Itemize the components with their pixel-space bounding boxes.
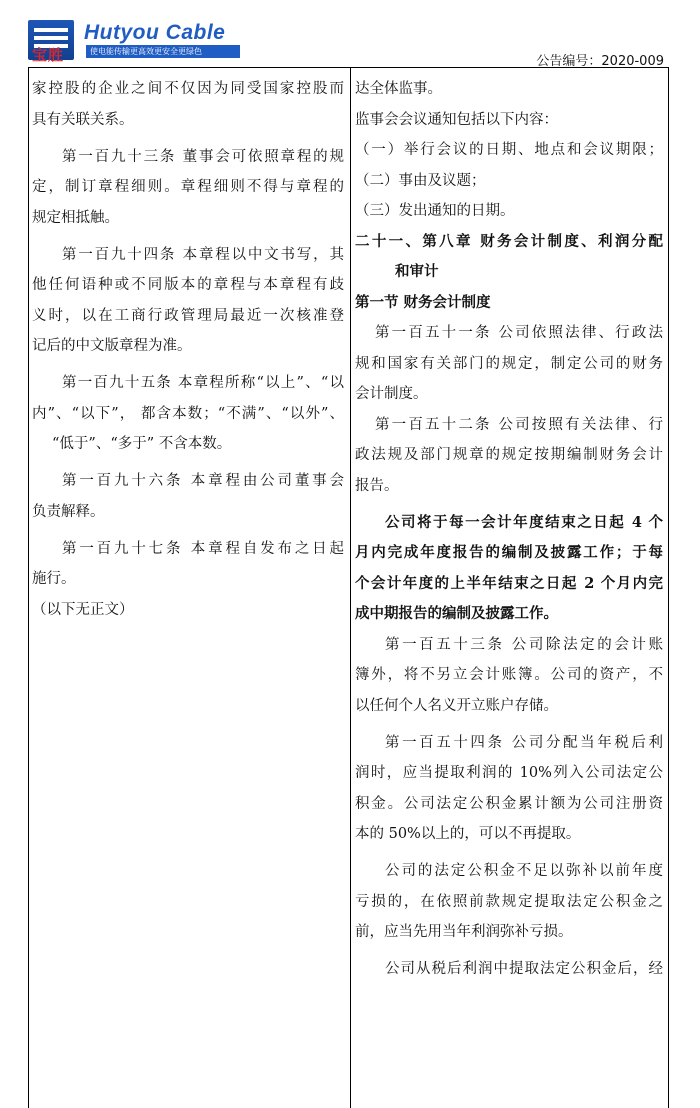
comparison-table (28, 67, 669, 1108)
logo-chinese-name: 宝胜 (32, 46, 65, 64)
text-line: 公司从税后利润中提取法定公积金后，经 (385, 961, 663, 977)
text-line: 成中期报告的编制及披露工作。 (355, 605, 558, 622)
text-line: 施行。 (32, 571, 76, 587)
text-line: （一）举行会议的日期、地点和会议期限； (355, 142, 663, 158)
text-line: 二十一、第八章 财务会计制度、利润分配 (355, 232, 663, 250)
logo-brand-name: Hutyou Cable (84, 21, 226, 44)
text-line: 报告。 (355, 477, 399, 494)
text-line: 第一百九十七条 本章程自发布之日起 (62, 540, 344, 557)
text-line: 第一节 财务会计制度 (355, 293, 491, 311)
text-line: 第一百九十四条 本章程以中文书写，其 (62, 246, 344, 263)
text-line: 簿外，将不另立会计账簿。公司的资产，不 (355, 667, 663, 683)
text-line: 达全体监事。 (355, 81, 442, 97)
text-line: 第一百九十六条 本章程由公司董事会 (62, 473, 344, 489)
left-column (29, 68, 350, 1108)
notice-number: 公告编号：2020-009 (536, 54, 664, 69)
text-line: 公司的法定公积金不足以弥补以前年度 (385, 863, 663, 879)
text-line: 第一百五十二条 公司按照有关法律、行 (375, 416, 663, 433)
text-line: 他任何语种或不同版本的章程与本章程有歧 (32, 277, 344, 293)
text-line: 负责解释。 (32, 503, 105, 520)
text-line: 义时，以在工商行政管理局最近一次核准登 (32, 307, 344, 324)
text-line: 规和国家有关部门的规定，制定公司的财务 (355, 355, 663, 372)
text-line: 公司将于每一会计年度结束之日起 4 个 (385, 513, 663, 531)
text-line: 和审计 (395, 263, 439, 280)
text-line: 个会计年度的上半年结束之日起 2 个月内完 (355, 574, 663, 592)
text-line: 第一百五十一条 公司依照法律、行政法 (375, 325, 663, 341)
text-line: 月内完成年度报告的编制及披露工作；于每 (355, 544, 663, 561)
text-line: （二）事由及议题； (355, 172, 486, 189)
text-line: 润时，应当提取利润的 10%列入公司法定公 (355, 765, 663, 781)
text-line: 以任何个人名义开立账户存储。 (355, 697, 558, 714)
text-line: 第一百九十五条 本章程所称“以上”、“以 (62, 375, 344, 391)
text-line: 积金。公司法定公积金累计额为公司注册资 (355, 795, 663, 812)
text-line: （三）发出通知的日期。 (355, 203, 515, 219)
logo-slogan: 使电能传输更高效更安全更绿色 (86, 45, 240, 58)
text-line: 亏损的，在依照前款规定提取法定公积金之 (355, 893, 663, 910)
text-line: 第一百九十三条 董事会可依照章程的规 (62, 148, 344, 165)
text-line: 定，制订章程细则。章程细则不得与章程的 (32, 179, 344, 195)
text-line: 前，应当先用当年利润弥补亏损。 (355, 924, 573, 940)
text-line: （以下无正文） (32, 601, 134, 618)
text-line: 家控股的企业之间不仅因为同受国家控股而 (32, 81, 344, 97)
right-column (350, 68, 669, 1108)
company-logo (28, 18, 238, 64)
page-header (0, 0, 700, 69)
text-line: “低于”、“多于” 不含本数。 (52, 436, 232, 452)
text-line: 内”、“以下”， 都含本数；“不满”、“以外”、 (32, 405, 344, 422)
text-line: 第一百五十三条 公司除法定的会计账 (385, 636, 663, 653)
text-line: 记后的中文版章程为准。 (32, 338, 192, 354)
text-line: 监事会会议通知包括以下内容： (355, 111, 558, 128)
text-line: 会计制度。 (355, 386, 428, 402)
text-line: 第一百五十四条 公司分配当年税后利 (385, 734, 663, 751)
text-line: 本的 50%以上的，可以不再提取。 (355, 826, 581, 842)
text-line: 政法规及部门规章的规定按期编制财务会计 (355, 447, 663, 463)
text-line: 具有关联关系。 (32, 111, 134, 128)
text-line: 规定相抵触。 (32, 209, 119, 226)
